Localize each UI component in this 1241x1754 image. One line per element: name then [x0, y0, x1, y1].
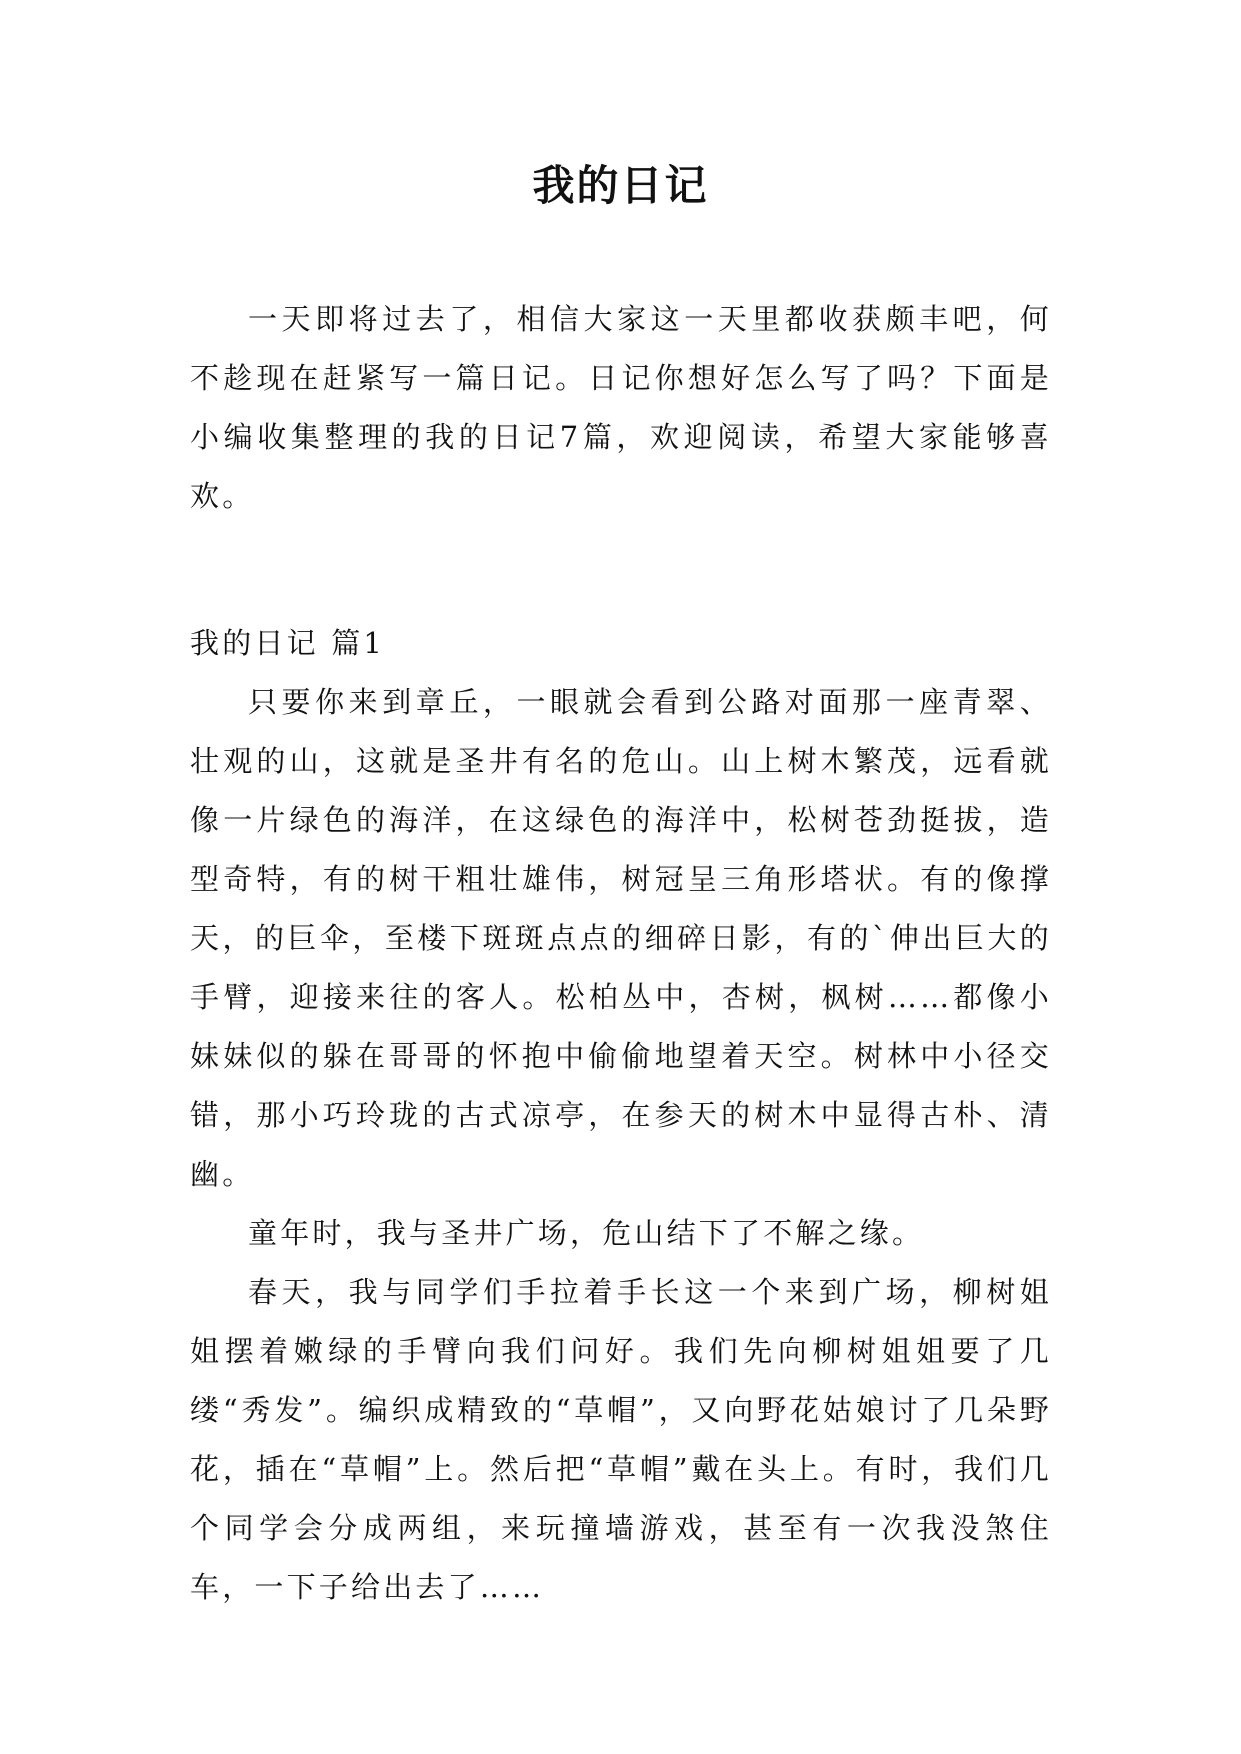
document-title: 我的日记	[532, 161, 709, 210]
body-paragraph-1: 只要你来到章丘，一眼就会看到公路对面那一座青翠、壮观的山，这就是圣井有名的危山。山上树木繁茂，远看就像一片绿色的海洋，在这绿色的海洋中，松树苍劲挺拔，造型奇特，有的树干粗壮雄伟，树冠呈三角形塔状。有的像撑天，的巨伞，至楼下斑斑点点的细碎日影，有的`伸出巨大的手臂，迎接来往的客人。松柏丛中，杏树，枫树……都像小妹妹似的躲在哥哥的怀抱中偷偷地望着天空。树林中小径交错，那小巧玲珑的古式凉亭，在参天的树木中显得古朴、清幽。	[190, 685, 1052, 1191]
document-body	[190, 290, 1052, 1617]
section-spacer	[190, 526, 1052, 614]
body-paragraph-3: 春天，我与同学们手拉着手长这一个来到广场，柳树姐姐摆着嫩绿的手臂向我们问好。我们先向柳树姐姐要了几缕“秀发”。编织成精致的“草帽”，又向野花姑娘讨了几朵野花，插在“草帽”上。然后把“草帽”戴在头上。有时，我们几个同学会分成两组，来玩撞墙游戏，甚至有一次我没煞住车，一下子给出去了……	[190, 1275, 1052, 1604]
intro-paragraph: 一天即将过去了，相信大家这一天里都收获颇丰吧，何不趁现在赶紧写一篇日记。日记你想好怎么写了吗？下面是小编收集整理的我的日记7篇，欢迎阅读，希望大家能够喜欢。	[190, 302, 1052, 513]
section-heading: 我的日记 篇1	[190, 626, 386, 660]
body-paragraph-2: 童年时，我与圣井广场，危山结下了不解之缘。	[248, 1216, 925, 1250]
